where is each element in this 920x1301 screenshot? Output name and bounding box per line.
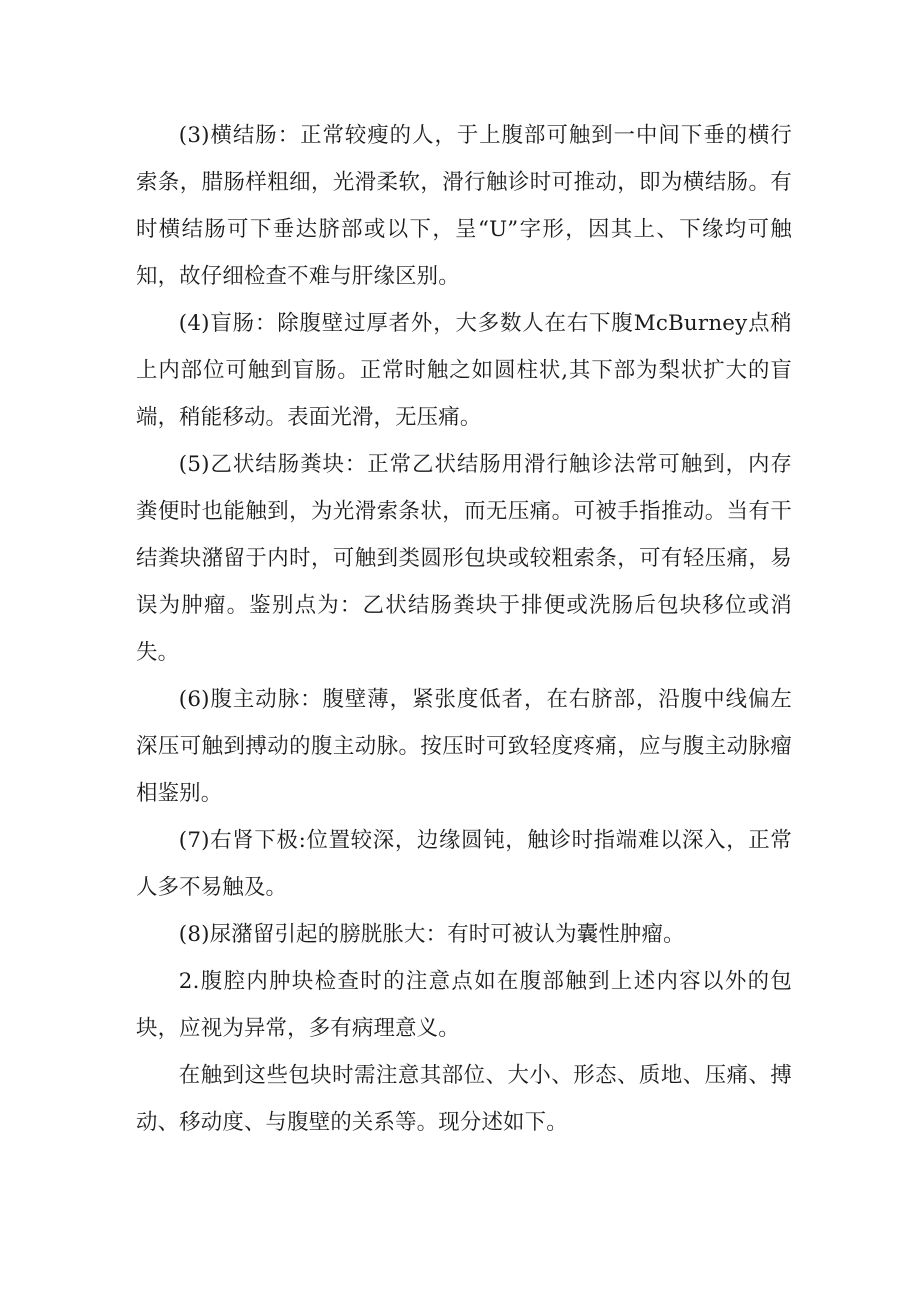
paragraph-mass-exam-notes: 2.腹腔内肿块检查时的注意点如在腹部触到上述内容以外的包块，应视为异常，多有病理意义。 [136,969,792,1041]
paragraph-mass-attributes: 在触到这些包块时需注意其部位、大小、形态、质地、压痛、搏动、移动度、与腹壁的关系等。现分述如下。 [136,1063,792,1135]
paragraph-sigmoid-colon-feces: (5)乙状结肠粪块：正常乙状结肠用滑行触诊法常可触到，内存粪便时也能触到，为光滑索条状，而无压痛。可被手指推动。当有干结粪块潴留于内时，可触到类圆形包块或较粗索条，可有轻压痛，易误为肿瘤。鉴别点为：乙状结肠粪块于排便或洗肠后包块移位或消失。 [136,452,792,665]
paragraph-abdominal-aorta: (6)腹主动脉：腹壁薄，紧张度低者，在右脐部，沿腹中线偏左深压可触到搏动的腹主动脉。按压时可致轻度疼痛，应与腹主动脉瘤相鉴别。 [136,687,792,806]
document-body [136,112,792,1146]
paragraph-cecum: (4)盲肠：除腹壁过厚者外，大多数人在右下腹McBurney点稍上内部位可触到盲肠。正常时触之如圆柱状,其下部为梨状扩大的盲端，稍能移动。表面光滑，无压痛。 [136,311,792,430]
paragraph-right-kidney-lower-pole: (7)右肾下极:位置较深，边缘圆钝，触诊时指端难以深入，正常人多不易触及。 [136,828,792,900]
paragraph-bladder-distension: (8)尿潴留引起的膀胱胀大：有时可被认为囊性肿瘤。 [178,922,685,947]
paragraph-transverse-colon: (3)横结肠：正常较瘦的人，于上腹部可触到一中间下垂的横行索条，腊肠样粗细，光滑柔软，滑行触诊时可推动，即为横结肠。有时横结肠可下垂达脐部或以下，呈“U”字形，因其上、下缘均可触知，故仔细检查不难与肝缘区别。 [136,123,792,289]
